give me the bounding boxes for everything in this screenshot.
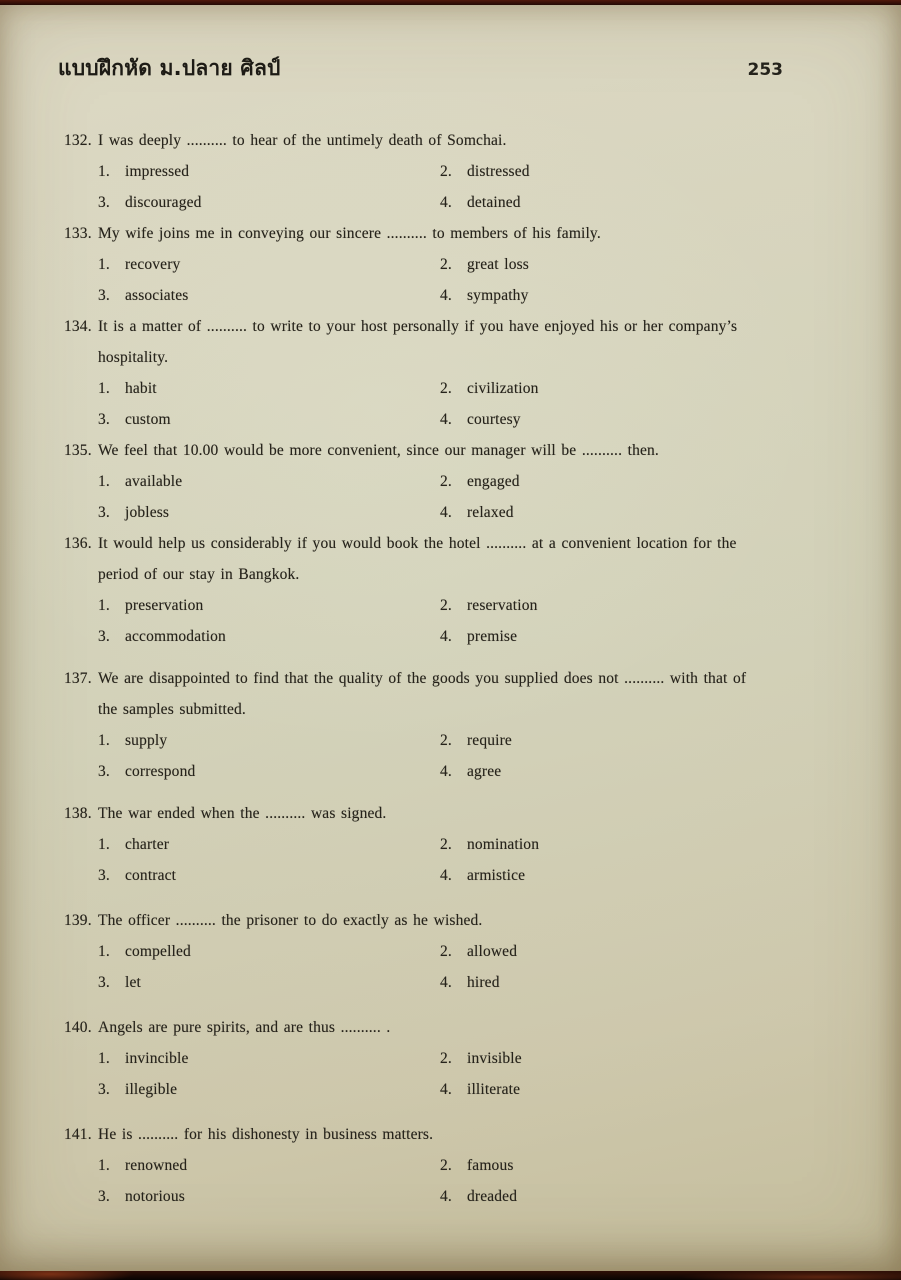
answer-option	[98, 621, 440, 652]
option-number: 2.	[440, 162, 452, 180]
options-grid	[98, 936, 805, 998]
option-number: 4.	[440, 762, 452, 780]
question-line	[64, 218, 805, 249]
answer-option	[440, 1043, 805, 1074]
option-label: charter	[125, 835, 170, 853]
question-text: Angels are pure spirits, and are thus .......... .	[98, 1018, 391, 1036]
option-label: premise	[467, 627, 518, 645]
option-number: 2.	[440, 1049, 452, 1067]
answer-option	[98, 280, 440, 311]
question-text: hospitality.	[98, 348, 169, 366]
question-number: 133.	[64, 224, 92, 242]
option-label: illegible	[125, 1080, 178, 1098]
answer-option	[98, 373, 440, 404]
question-number: 139.	[64, 911, 92, 929]
option-label: supply	[125, 731, 168, 749]
option-label: available	[125, 472, 183, 490]
answer-option	[98, 967, 440, 998]
question-block	[64, 1012, 805, 1105]
option-number: 2.	[440, 942, 452, 960]
option-number: 4.	[440, 286, 452, 304]
answer-option	[98, 1074, 440, 1105]
option-label: sympathy	[467, 286, 529, 304]
option-number: 3.	[98, 503, 110, 521]
option-number: 1.	[98, 1049, 110, 1067]
option-number: 4.	[440, 973, 452, 991]
question-line	[64, 125, 805, 156]
option-number: 2.	[440, 731, 452, 749]
answer-option	[440, 860, 805, 891]
option-label: notorious	[125, 1187, 185, 1205]
question-number: 137.	[64, 669, 92, 687]
option-number: 4.	[440, 1080, 452, 1098]
answer-option	[98, 497, 440, 528]
option-label: engaged	[467, 472, 520, 490]
options-grid	[98, 725, 805, 787]
option-label: contract	[125, 866, 177, 884]
option-number: 1.	[98, 942, 110, 960]
answer-option	[98, 466, 440, 497]
option-label: illiterate	[467, 1080, 521, 1098]
option-label: allowed	[467, 942, 518, 960]
question-block	[64, 125, 805, 218]
question-text-continuation	[64, 559, 805, 590]
option-label: agree	[467, 762, 502, 780]
answer-option	[440, 373, 805, 404]
answer-option	[440, 466, 805, 497]
option-number: 1.	[98, 596, 110, 614]
option-label: renowned	[125, 1156, 188, 1174]
answer-option	[98, 829, 440, 860]
option-number: 3.	[98, 410, 110, 428]
question-text: It is a matter of .......... to write to your host personally if you have enjoyed his or her company’s	[98, 317, 738, 335]
options-grid	[98, 1150, 805, 1212]
question-text: period of our stay in Bangkok.	[98, 565, 300, 583]
answer-option	[440, 1074, 805, 1105]
option-label: jobless	[125, 503, 170, 521]
answer-option	[98, 404, 440, 435]
question-number: 138.	[64, 804, 92, 822]
question-line	[64, 905, 805, 936]
answer-option	[440, 497, 805, 528]
option-number: 2.	[440, 472, 452, 490]
option-label: reservation	[467, 596, 538, 614]
answer-option	[440, 249, 805, 280]
question-block	[64, 798, 805, 891]
question-line	[64, 528, 805, 559]
question-block	[64, 528, 805, 652]
options-grid	[98, 590, 805, 652]
question-text: He is .......... for his dishonesty in business matters.	[98, 1125, 434, 1143]
question-text: The war ended when the .......... was signed.	[98, 804, 387, 822]
option-number: 1.	[98, 162, 110, 180]
option-label: discouraged	[125, 193, 202, 211]
book-page	[0, 5, 901, 1271]
option-label: famous	[467, 1156, 514, 1174]
option-number: 1.	[98, 379, 110, 397]
question-number: 141.	[64, 1125, 92, 1143]
question-block	[64, 663, 805, 787]
option-number: 3.	[98, 286, 110, 304]
option-label: habit	[125, 379, 157, 397]
option-label: require	[467, 731, 512, 749]
answer-option	[98, 1181, 440, 1212]
question-block	[64, 435, 805, 528]
answer-option	[98, 187, 440, 218]
answer-option	[98, 590, 440, 621]
option-number: 2.	[440, 596, 452, 614]
options-grid	[98, 1043, 805, 1105]
answer-option	[440, 187, 805, 218]
option-label: recovery	[125, 255, 181, 273]
option-label: armistice	[467, 866, 526, 884]
option-number: 4.	[440, 866, 452, 884]
question-text-continuation	[64, 694, 805, 725]
question-text-continuation	[64, 342, 805, 373]
answer-option	[440, 280, 805, 311]
answer-option	[98, 1043, 440, 1074]
option-label: detained	[467, 193, 521, 211]
option-number: 4.	[440, 410, 452, 428]
option-label: custom	[125, 410, 171, 428]
answer-option	[440, 725, 805, 756]
option-number: 4.	[440, 627, 452, 645]
question-line	[64, 311, 805, 342]
option-number: 2.	[440, 379, 452, 397]
question-list	[0, 125, 901, 1212]
option-number: 2.	[440, 255, 452, 273]
option-label: great loss	[467, 255, 529, 273]
option-number: 1.	[98, 835, 110, 853]
question-line	[64, 435, 805, 466]
answer-option	[440, 756, 805, 787]
question-text: We are disappointed to find that the quality of the goods you supplied does not .......... with that of	[98, 669, 747, 687]
answer-option	[98, 756, 440, 787]
option-label: hired	[467, 973, 500, 991]
page-number: 253	[747, 60, 783, 80]
option-label: impressed	[125, 162, 190, 180]
option-number: 2.	[440, 1156, 452, 1174]
option-number: 3.	[98, 973, 110, 991]
answer-option	[98, 156, 440, 187]
page-title: แบบฝึกหัด ม.ปลาย ศิลป์	[58, 56, 281, 80]
question-text: It would help us considerably if you would book the hotel .......... at a convenient location for the	[98, 534, 737, 552]
option-number: 3.	[98, 193, 110, 211]
question-block	[64, 311, 805, 435]
answer-option	[98, 725, 440, 756]
question-line	[64, 798, 805, 829]
answer-option	[440, 590, 805, 621]
answer-option	[98, 1150, 440, 1181]
option-number: 3.	[98, 1080, 110, 1098]
option-label: compelled	[125, 942, 191, 960]
question-text: We feel that 10.00 would be more convenient, since our manager will be .......... then.	[98, 441, 659, 459]
answer-option	[440, 967, 805, 998]
option-number: 3.	[98, 762, 110, 780]
question-line	[64, 1012, 805, 1043]
question-line	[64, 1119, 805, 1150]
option-label: associates	[125, 286, 189, 304]
answer-option	[440, 936, 805, 967]
option-number: 4.	[440, 193, 452, 211]
option-label: courtesy	[467, 410, 521, 428]
question-text: the samples submitted.	[98, 700, 246, 718]
option-label: invincible	[125, 1049, 189, 1067]
answer-option	[440, 1181, 805, 1212]
question-number: 136.	[64, 534, 92, 552]
question-block	[64, 905, 805, 998]
option-label: nomination	[467, 835, 540, 853]
option-number: 3.	[98, 866, 110, 884]
option-label: correspond	[125, 762, 196, 780]
answer-option	[98, 860, 440, 891]
question-line	[64, 663, 805, 694]
option-number: 1.	[98, 1156, 110, 1174]
options-grid	[98, 466, 805, 528]
question-number: 132.	[64, 131, 92, 149]
question-number: 135.	[64, 441, 92, 459]
answer-option	[98, 936, 440, 967]
question-block	[64, 1119, 805, 1212]
option-number: 1.	[98, 472, 110, 490]
question-number: 140.	[64, 1018, 92, 1036]
options-grid	[98, 156, 805, 218]
options-grid	[98, 829, 805, 891]
question-block	[64, 218, 805, 311]
answer-option	[440, 621, 805, 652]
option-label: dreaded	[467, 1187, 518, 1205]
answer-option	[440, 156, 805, 187]
question-number: 134.	[64, 317, 92, 335]
option-label: relaxed	[467, 503, 514, 521]
option-label: preservation	[125, 596, 204, 614]
option-label: accommodation	[125, 627, 226, 645]
question-text: The officer .......... the prisoner to do exactly as he wished.	[98, 911, 483, 929]
option-number: 4.	[440, 503, 452, 521]
answer-option	[440, 404, 805, 435]
option-number: 4.	[440, 1187, 452, 1205]
option-number: 3.	[98, 1187, 110, 1205]
option-label: let	[125, 973, 141, 991]
answer-option	[440, 829, 805, 860]
question-text: My wife joins me in conveying our sincere .......... to members of his family.	[98, 224, 601, 242]
question-text: I was deeply .......... to hear of the untimely death of Somchai.	[98, 131, 507, 149]
option-label: civilization	[467, 379, 539, 397]
page-header	[0, 5, 901, 85]
options-grid	[98, 249, 805, 311]
option-label: invisible	[467, 1049, 522, 1067]
answer-option	[98, 249, 440, 280]
option-label: distressed	[467, 162, 530, 180]
option-number: 1.	[98, 731, 110, 749]
option-number: 1.	[98, 255, 110, 273]
options-grid	[98, 373, 805, 435]
option-number: 3.	[98, 627, 110, 645]
option-number: 2.	[440, 835, 452, 853]
answer-option	[440, 1150, 805, 1181]
